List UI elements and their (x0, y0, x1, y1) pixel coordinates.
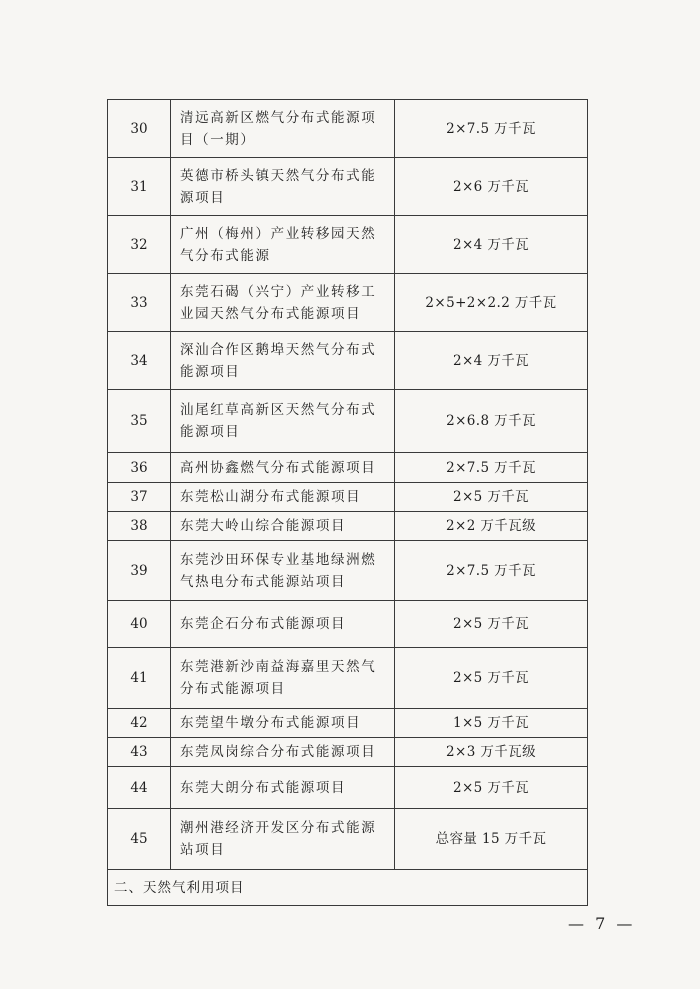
table-row (108, 274, 588, 332)
project-capacity: 2×4 万千瓦 (395, 332, 588, 390)
row-number: 32 (108, 216, 171, 274)
project-capacity: 2×7.5 万千瓦 (395, 541, 588, 601)
row-number: 36 (108, 453, 171, 483)
row-number: 45 (108, 809, 171, 870)
table-row (108, 648, 588, 709)
project-name: 清远高新区燃气分布式能源项目（一期） (171, 100, 395, 158)
row-number: 31 (108, 158, 171, 216)
project-name: 东莞石碣（兴宁）产业转移工业园天然气分布式能源项目 (171, 274, 395, 332)
row-number: 38 (108, 512, 171, 541)
row-number: 34 (108, 332, 171, 390)
table-row (108, 541, 588, 601)
project-capacity: 2×6 万千瓦 (395, 158, 588, 216)
row-number: 44 (108, 767, 171, 809)
row-number: 37 (108, 483, 171, 512)
table-row (108, 601, 588, 648)
project-capacity: 2×7.5 万千瓦 (395, 100, 588, 158)
row-number: 42 (108, 709, 171, 738)
page-number: — 7 — (568, 914, 636, 933)
table-row (108, 738, 588, 767)
project-name: 英德市桥头镇天然气分布式能源项目 (171, 158, 395, 216)
project-name: 东莞港新沙南益海嘉里天然气分布式能源项目 (171, 648, 395, 709)
project-name: 东莞沙田环保专业基地绿洲燃气热电分布式能源站项目 (171, 541, 395, 601)
project-capacity: 2×5 万千瓦 (395, 767, 588, 809)
table-row (108, 332, 588, 390)
section-heading: 二、天然气利用项目 (108, 870, 588, 906)
project-capacity: 2×6.8 万千瓦 (395, 390, 588, 453)
row-number: 39 (108, 541, 171, 601)
project-capacity: 2×2 万千瓦级 (395, 512, 588, 541)
table-row (108, 767, 588, 809)
project-name: 东莞望牛墩分布式能源项目 (171, 709, 395, 738)
project-name: 东莞大岭山综合能源项目 (171, 512, 395, 541)
table-row (108, 158, 588, 216)
project-capacity: 2×5 万千瓦 (395, 483, 588, 512)
project-name: 东莞松山湖分布式能源项目 (171, 483, 395, 512)
project-name: 东莞大朗分布式能源项目 (171, 767, 395, 809)
project-table-body (108, 100, 588, 906)
project-capacity: 2×5+2×2.2 万千瓦 (395, 274, 588, 332)
table-row (108, 809, 588, 870)
project-name: 深汕合作区鹅埠天然气分布式能源项目 (171, 332, 395, 390)
project-capacity: 2×7.5 万千瓦 (395, 453, 588, 483)
table-row (108, 483, 588, 512)
project-capacity: 2×4 万千瓦 (395, 216, 588, 274)
project-capacity: 2×3 万千瓦级 (395, 738, 588, 767)
table-row (108, 512, 588, 541)
project-name: 广州（梅州）产业转移园天然气分布式能源 (171, 216, 395, 274)
project-name: 潮州港经济开发区分布式能源站项目 (171, 809, 395, 870)
row-number: 30 (108, 100, 171, 158)
row-number: 40 (108, 601, 171, 648)
row-number: 33 (108, 274, 171, 332)
project-capacity: 2×5 万千瓦 (395, 601, 588, 648)
table-row (108, 390, 588, 453)
project-capacity: 总容量 15 万千瓦 (395, 809, 588, 870)
row-number: 43 (108, 738, 171, 767)
project-table (107, 99, 588, 906)
project-name: 东莞凤岗综合分布式能源项目 (171, 738, 395, 767)
row-number: 35 (108, 390, 171, 453)
project-capacity: 1×5 万千瓦 (395, 709, 588, 738)
project-capacity: 2×5 万千瓦 (395, 648, 588, 709)
project-name: 东莞企石分布式能源项目 (171, 601, 395, 648)
project-name: 汕尾红草高新区天然气分布式能源项目 (171, 390, 395, 453)
section-row (108, 870, 588, 906)
row-number: 41 (108, 648, 171, 709)
project-name: 高州协鑫燃气分布式能源项目 (171, 453, 395, 483)
table-row (108, 100, 588, 158)
table-row (108, 216, 588, 274)
table-row (108, 709, 588, 738)
table-row (108, 453, 588, 483)
